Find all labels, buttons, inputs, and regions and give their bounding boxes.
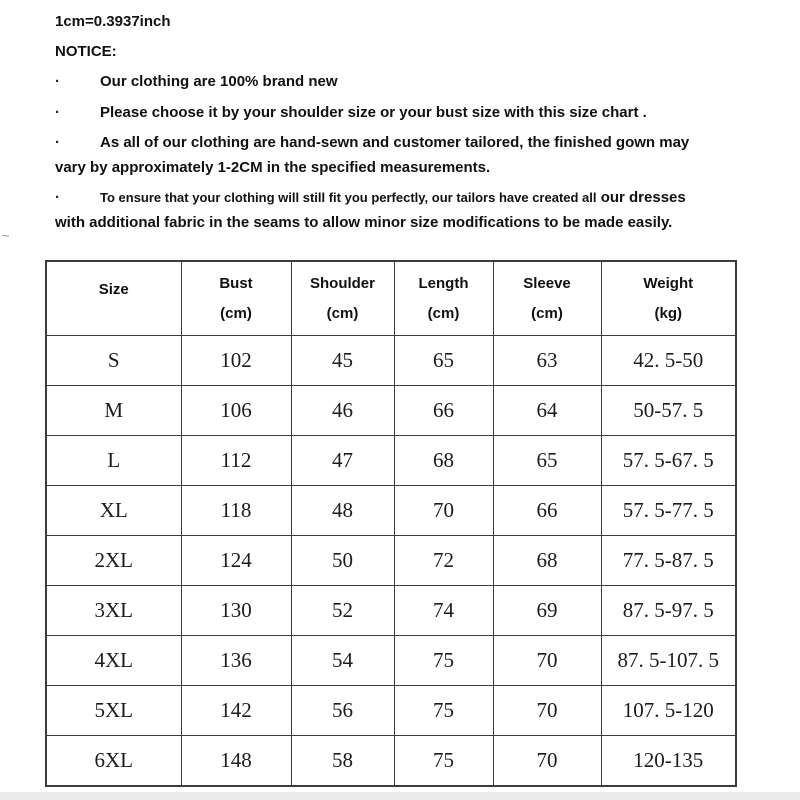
cell-bust: 148 [181, 736, 291, 787]
cell-weight: 50-57. 5 [601, 386, 736, 436]
cell-shoulder: 46 [291, 386, 394, 436]
notice-text: As all of our clothing are hand-sewn and customer tailored, the finished gown may vary by approximately 1-2CM in the specified measurements. [55, 134, 690, 176]
cell-bust: 130 [181, 586, 291, 636]
table-row [46, 636, 736, 686]
table-row [46, 486, 736, 536]
cell-length: 75 [394, 736, 493, 787]
cell-shoulder: 56 [291, 686, 394, 736]
cell-size: 6XL [46, 736, 181, 787]
cell-sleeve: 63 [493, 336, 601, 386]
table-header [46, 261, 736, 336]
cell-sleeve: 70 [493, 736, 601, 787]
cell-length: 72 [394, 536, 493, 586]
cell-shoulder: 47 [291, 436, 394, 486]
stray-tilde-mark: ~ [2, 228, 10, 243]
notice-text: Our clothing are 100% brand new [100, 73, 338, 90]
cell-size: M [46, 386, 181, 436]
cell-sleeve: 70 [493, 686, 601, 736]
table-row [46, 536, 736, 586]
cell-size: XL [46, 486, 181, 536]
cell-bust: 112 [181, 436, 291, 486]
table-row [46, 736, 736, 787]
column-label: Sleeve [523, 275, 571, 292]
column-label: Bust [219, 275, 253, 292]
notice-text: our dresses with additional fabric in the seams to allow minor size modifications to be made easily. [55, 189, 686, 231]
column-unit: (cm) [427, 305, 460, 322]
column-header-bust [181, 261, 291, 336]
bullet-dot: · [55, 73, 60, 90]
column-header-sleeve [493, 261, 601, 336]
table-body [46, 336, 736, 787]
cell-weight: 42. 5-50 [601, 336, 736, 386]
column-unit: (cm) [326, 305, 359, 322]
column-unit: (kg) [654, 305, 682, 322]
bullet-dot: · [55, 103, 60, 121]
table-row [46, 336, 736, 386]
column-header-length [394, 261, 493, 336]
cell-weight: 87. 5-97. 5 [601, 586, 736, 636]
cell-bust: 136 [181, 636, 291, 686]
cell-length: 66 [394, 386, 493, 436]
cell-size: L [46, 436, 181, 486]
cell-weight: 77. 5-87. 5 [601, 536, 736, 586]
column-header-shoulder [291, 261, 394, 336]
column-header-size [46, 261, 181, 336]
column-unit: (cm) [531, 305, 563, 322]
notice-text: Please choose it by your shoulder size or your bust size with this size chart . [100, 103, 647, 121]
column-label: Length [418, 275, 469, 292]
cell-weight: 57. 5-77. 5 [601, 486, 736, 536]
cell-weight: 120-135 [601, 736, 736, 787]
table-row [46, 386, 736, 436]
column-label: Size [98, 280, 129, 298]
notice-item [55, 131, 705, 180]
notice-section [55, 10, 705, 235]
column-unit: (cm) [220, 305, 252, 322]
notice-heading: NOTICE: [55, 43, 117, 60]
conversion-note: 1cm=0.3937inch [55, 13, 171, 30]
cell-length: 75 [394, 636, 493, 686]
cell-bust: 118 [181, 486, 291, 536]
cell-sleeve: 66 [493, 486, 601, 536]
cell-size: 5XL [46, 686, 181, 736]
bottom-gray-strip [0, 792, 800, 800]
notice-item [55, 186, 705, 235]
bullet-dot: · [55, 189, 60, 206]
cell-sleeve: 65 [493, 436, 601, 486]
notice-item [55, 101, 705, 126]
cell-shoulder: 54 [291, 636, 394, 686]
size-chart-table [45, 260, 737, 787]
cell-shoulder: 45 [291, 336, 394, 386]
cell-size: S [46, 336, 181, 386]
cell-shoulder: 52 [291, 586, 394, 636]
cell-sleeve: 70 [493, 636, 601, 686]
cell-weight: 87. 5-107. 5 [601, 636, 736, 686]
cell-length: 70 [394, 486, 493, 536]
cell-bust: 142 [181, 686, 291, 736]
cell-shoulder: 58 [291, 736, 394, 787]
cell-length: 68 [394, 436, 493, 486]
cell-sleeve: 69 [493, 586, 601, 636]
cell-size: 4XL [46, 636, 181, 686]
cell-size: 2XL [46, 536, 181, 586]
notice-text-lead: To ensure that your clothing will still fit you perfectly, our tailors have created all [100, 190, 597, 205]
column-label: Shoulder [309, 275, 375, 292]
cell-weight: 57. 5-67. 5 [601, 436, 736, 486]
cell-sleeve: 64 [493, 386, 601, 436]
table-row [46, 586, 736, 636]
cell-shoulder: 50 [291, 536, 394, 586]
bullet-dot: · [55, 134, 60, 151]
cell-length: 75 [394, 686, 493, 736]
cell-length: 74 [394, 586, 493, 636]
column-header-weight [601, 261, 736, 336]
table-row [46, 686, 736, 736]
cell-bust: 106 [181, 386, 291, 436]
column-label: Weight [643, 275, 694, 292]
cell-size: 3XL [46, 586, 181, 636]
cell-shoulder: 48 [291, 486, 394, 536]
cell-weight: 107. 5-120 [601, 686, 736, 736]
cell-sleeve: 68 [493, 536, 601, 586]
cell-bust: 124 [181, 536, 291, 586]
notice-item [55, 70, 705, 95]
header-row [46, 261, 736, 336]
cell-bust: 102 [181, 336, 291, 386]
table-row [46, 436, 736, 486]
cell-length: 65 [394, 336, 493, 386]
